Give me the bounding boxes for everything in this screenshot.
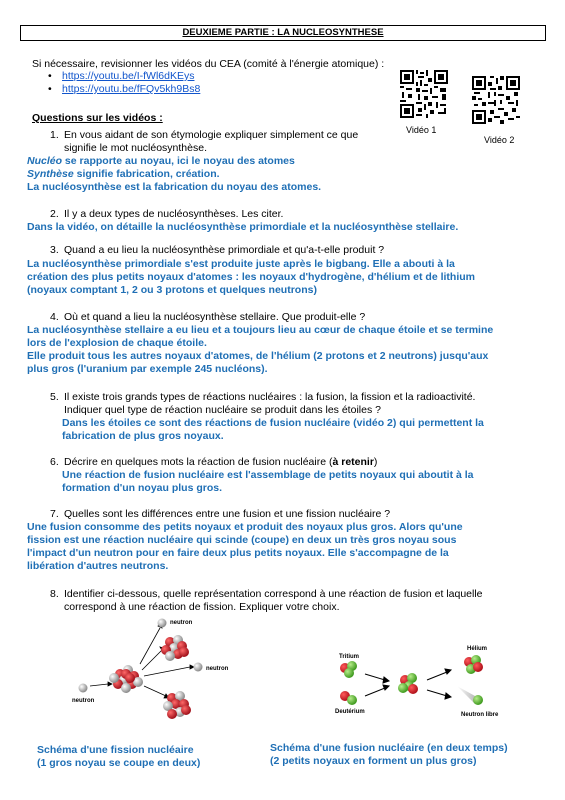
qr-code-2-icon — [472, 76, 520, 124]
questions-header: Questions sur les vidéos : — [32, 112, 163, 124]
question-1-text — [64, 129, 394, 154]
answer-3 — [27, 258, 475, 297]
answer-3-line: création des plus petits noyaux d'atomes : les noyaux d'hydrogène, d'hélium et de lithium — [27, 271, 475, 283]
question-6-text-pre: Décrire en quelques mots la réaction de fusion nucléaire ( — [64, 456, 333, 468]
answer-1 — [27, 155, 321, 194]
video-link-1[interactable]: https://youtu.be/I-fWl6dKEys — [62, 70, 195, 82]
question-8-text — [64, 588, 544, 613]
label-neutron-left: neutron — [72, 698, 95, 704]
link-item — [48, 70, 200, 83]
answer-1-text: signifie fabrication, création. — [73, 168, 220, 180]
fusion-caption-line: Schéma d'une fusion nucléaire (en deux temps) — [270, 742, 508, 754]
question-1-number: 1. — [50, 129, 59, 141]
question-8-number: 8. — [50, 588, 59, 600]
helium-nucleus — [464, 655, 483, 674]
label-neutron-libre: Neutron libre — [461, 712, 499, 718]
video-links — [48, 70, 200, 96]
label-deuterium: Deutérium — [335, 709, 365, 715]
fission-diagram — [60, 612, 240, 736]
tritium-nucleus — [340, 661, 357, 678]
question-5-number: 5. — [50, 391, 59, 403]
answer-5 — [62, 417, 484, 443]
incoming-neutron — [79, 684, 88, 693]
answer-4-line: plus gros (l'uranium par exemple 245 nucléons). — [27, 363, 268, 375]
question-4-number: 4. — [50, 311, 59, 323]
answer-4 — [27, 324, 493, 376]
qr-code-1-icon — [400, 70, 448, 118]
answer-7-line: l'impact d'un neutron pour en faire deux plus petits noyaux. Elle s'accompagne de la — [27, 547, 449, 559]
answer-7-line: fission est une réaction nucléaire qui scinde (coupe) en deux un très gros noyau sous — [27, 534, 457, 546]
answer-4-line: Elle produit tous les autres noyaux d'atomes, de l'hélium (2 protons et 2 neutrons) jusqu'aux — [27, 350, 489, 362]
question-6-text-bold: à retenir — [332, 456, 374, 468]
fission-caption — [37, 744, 200, 770]
answer-1-line: La nucléosynthèse est la fabrication du noyau des atomes. — [27, 181, 322, 193]
video-link-2[interactable]: https://youtu.be/fFQv5kh9Bs8 — [62, 83, 201, 95]
answer-6 — [62, 469, 474, 495]
answer-1-line — [27, 168, 321, 181]
question-8-line: Identifier ci-dessous, quelle représentation correspond à une réaction de fusion et laquelle — [64, 588, 483, 600]
question-4-text: Où et quand a lieu la nucléosynthèse stellaire. Que produit-elle ? — [64, 311, 366, 323]
question-2-text: Il y a deux types de nucléosynthèses. Les citer. — [64, 208, 284, 220]
qr-caption-2: Vidéo 2 — [484, 135, 515, 145]
fusion-diagram-svg — [325, 640, 515, 726]
answer-2: Dans la vidéo, on détaille la nucléosynthèse primordiale et la nucléosynthèse stellaire. — [27, 221, 459, 233]
answer-1-line — [27, 155, 321, 168]
fission-caption-line: Schéma d'une fission nucléaire — [37, 744, 194, 756]
label-neutron-right: neutron — [206, 666, 229, 672]
question-5-line: Il existe trois grands types de réactions nucléaires : la fusion, la fission et la radioactivité. — [64, 391, 476, 403]
fusion-caption-line: (2 petits noyaux en forment un plus gros) — [270, 755, 477, 767]
question-5-line: Indiquer quel type de réaction nucléaire se produit dans les étoiles ? — [64, 403, 381, 416]
answer-6-line: formation d'un noyau plus gros. — [62, 482, 222, 494]
answer-7-line: libération d'autres neutrons. — [27, 560, 169, 572]
question-8-line: correspond à une réaction de fission. Expliquer votre choix. — [64, 600, 340, 613]
fragment-top — [161, 635, 189, 661]
answer-7 — [27, 521, 463, 573]
emitted-neutron-top — [158, 619, 167, 628]
fusion-diagram — [325, 640, 515, 726]
question-7-number: 7. — [50, 508, 59, 520]
page-title-text: DEUXIEME PARTIE : LA NUCLEOSYNTHESE — [182, 27, 384, 38]
deuterium-nucleus — [340, 691, 357, 705]
fusion-caption — [270, 742, 508, 768]
fusion-arrows-1 — [365, 674, 389, 696]
question-6-text-post: ) — [373, 456, 378, 468]
answer-1-text: se rapporte au noyau, ici le noyau des atomes — [62, 155, 295, 167]
intro-text: Si nécessaire, revisionner les vidéos du CEA (comité à l'énergie atomique) : — [32, 58, 385, 70]
answer-6-line: Une réaction de fusion nucléaire est l'assemblage de petits noyaux qui aboutit à la — [62, 469, 474, 481]
fission-arrows — [90, 623, 194, 698]
link-item — [48, 83, 200, 96]
question-1-line: En vous aidant de son étymologie expliquer simplement ce que — [64, 129, 359, 141]
label-tritium: Tritium — [339, 654, 360, 660]
question-3-number: 3. — [50, 244, 59, 256]
page-title — [20, 25, 546, 41]
answer-3-line: (noyaux comptant 1, 2 ou 3 protons et quelques neutrons) — [27, 284, 317, 296]
fission-caption-line: (1 gros noyau se coupe en deux) — [37, 757, 201, 769]
free-neutron — [457, 686, 483, 705]
answer-3-line: La nucléosynthèse primordiale s'est produite juste après le bigbang. Elle a abouti à la — [27, 258, 455, 270]
fusion-arrows-2 — [427, 669, 451, 699]
answer-4-line: La nucléosynthèse stellaire a eu lieu et a toujours lieu au cœur de chaque étoile et se termine — [27, 324, 494, 336]
fused-intermediate — [398, 673, 418, 694]
answer-5-line: Dans les étoiles ce sont des réactions de fusion nucléaire (vidéo 2) qui permettent la — [62, 417, 484, 429]
answer-1-italic: Nucléo — [27, 155, 63, 167]
fission-diagram-svg — [60, 612, 240, 736]
label-neutron-top: neutron — [170, 620, 193, 626]
answer-7-line: Une fusion consomme des petits noyaux et produit des noyaux plus gros. Alors qu'une — [27, 521, 463, 533]
question-6-number: 6. — [50, 456, 59, 468]
qr-caption-1: Vidéo 1 — [406, 125, 437, 135]
answer-5-line: fabrication de plus gros noyaux. — [62, 430, 224, 442]
question-3-text: Quand a eu lieu la nucléosynthèse primordiale et qu'a-t-elle produit ? — [64, 244, 385, 256]
answer-4-line: lors de l'explosion de chaque étoile. — [27, 337, 207, 349]
question-5-text — [64, 391, 544, 416]
question-6-text — [64, 456, 377, 469]
big-nucleus — [109, 665, 143, 693]
qr-code-1[interactable] — [400, 70, 448, 121]
label-helium: Hélium — [467, 646, 488, 652]
question-1-line: signifie le mot nucléosynthèse. — [64, 141, 207, 154]
qr-code-2[interactable] — [472, 76, 520, 127]
emitted-neutron-right — [194, 663, 203, 672]
question-2-number: 2. — [50, 208, 59, 220]
question-7-text: Quelles sont les différences entre une fusion et une fission nucléaire ? — [64, 508, 391, 520]
answer-1-italic: Synthèse — [27, 168, 74, 180]
